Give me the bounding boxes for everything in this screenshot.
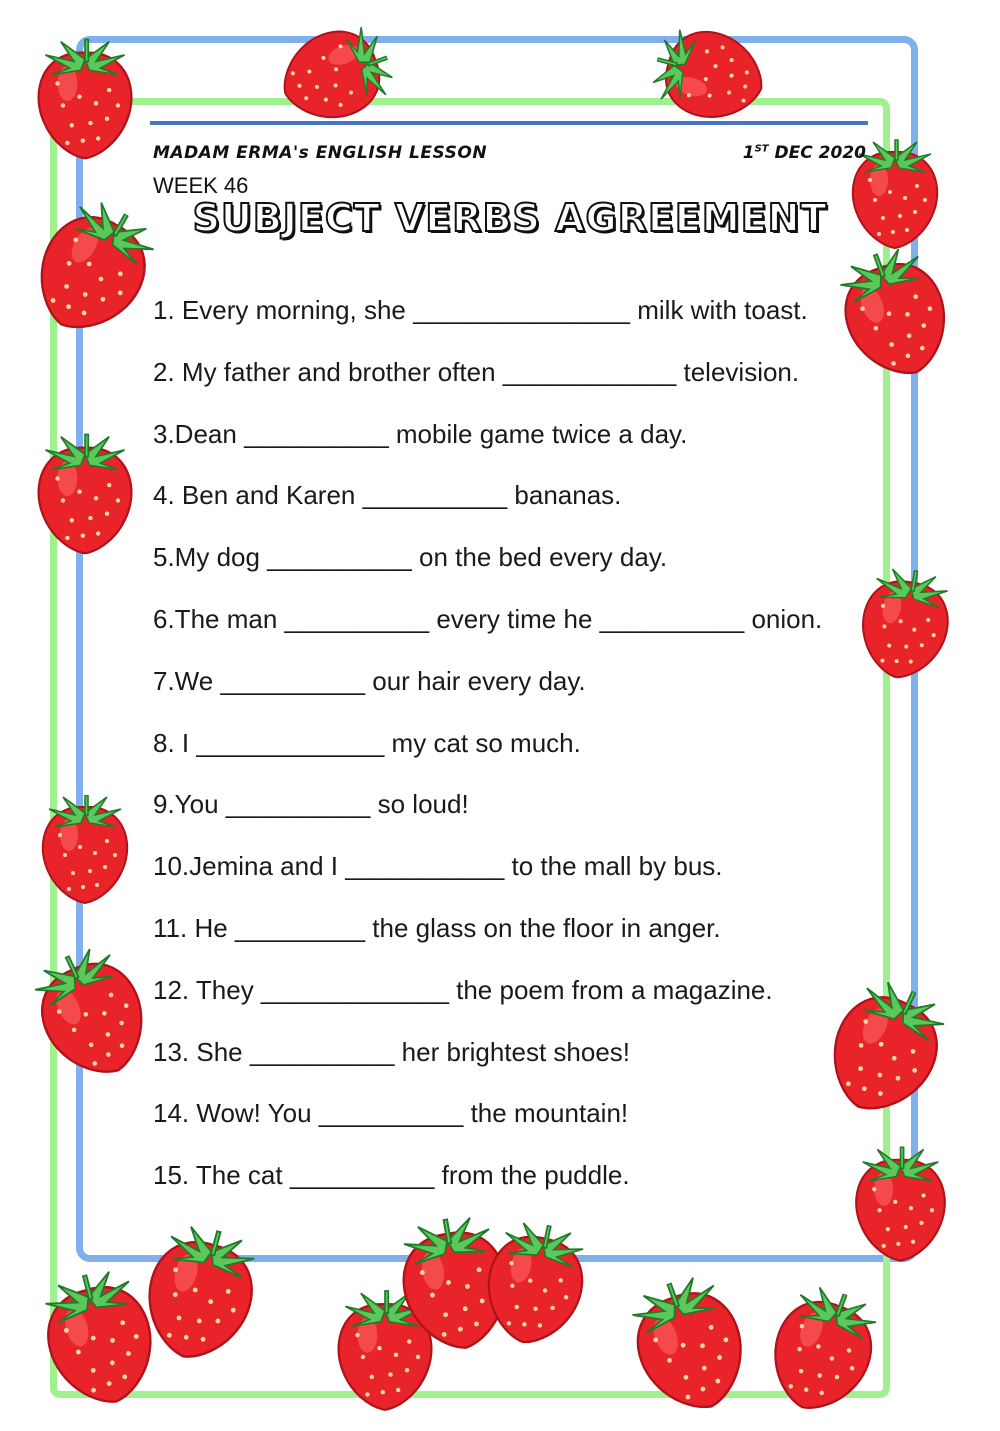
question-item: 10.Jemina and I ___________ to the mall by bus. xyxy=(153,851,723,882)
question-item: 6.The man __________ every time he __________ onion. xyxy=(153,603,823,634)
question-item: 15. The cat __________ from the puddle. xyxy=(153,1160,630,1191)
question-item: 4. Ben and Karen __________ bananas. xyxy=(153,480,622,511)
question-item: 13. She __________ her brightest shoes! xyxy=(153,1036,631,1067)
strawberry-icon xyxy=(848,1135,953,1275)
question-item: 12. They _____________ the poem from a magazine. xyxy=(153,974,773,1005)
question-item: 7.We __________ our hair every day. xyxy=(153,665,586,696)
strawberry-icon xyxy=(35,795,135,905)
question-item: 2. My father and brother often ____________ television. xyxy=(153,356,800,387)
question-item: 5.My dog __________ on the bed every day. xyxy=(153,542,668,573)
question-item: 1. Every morning, she _______________ milk with toast. xyxy=(153,295,808,325)
question-item: 9.You __________ so loud! xyxy=(153,789,469,820)
header-divider xyxy=(150,121,868,125)
strawberry-icon xyxy=(30,30,140,170)
lesson-name: MADAM ERMA's ENGLISH LESSON xyxy=(153,143,488,163)
question-item: 14. Wow! You __________ the mountain! xyxy=(153,1098,629,1129)
question-item: 8. I _____________ my cat so much. xyxy=(153,727,581,758)
lesson-date: 1ST DEC 2020 xyxy=(742,143,866,163)
question-item: 3.Dean __________ mobile game twice a day. xyxy=(153,418,688,449)
question-item: 11. He _________ the glass on the floor in anger. xyxy=(153,912,721,943)
worksheet-title: SUBJECT VERBS AGREEMENT xyxy=(192,196,828,240)
week-label: WEEK 46 xyxy=(153,173,249,198)
strawberry-icon xyxy=(30,420,140,570)
question-list xyxy=(153,288,853,1215)
strawberry-icon xyxy=(845,557,964,693)
